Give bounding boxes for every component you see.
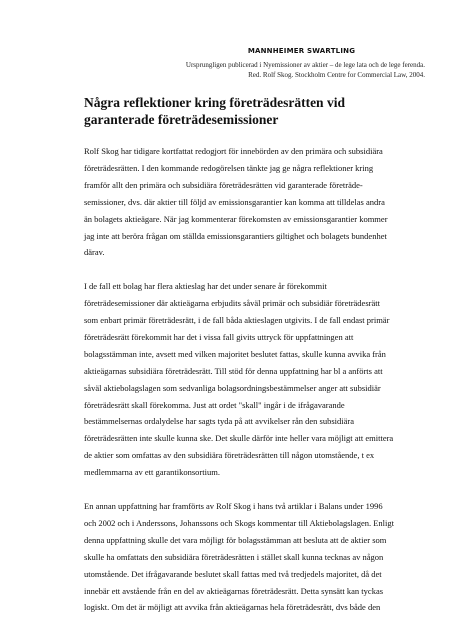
text-line: aktieägarnas subsidiära företrädesrätt. Till stöd för denna uppfattning har bl a anförts att: [84, 365, 383, 376]
text-line: som enbart primär företrädesrätt, i de fall båda aktieslagen utgivits. I de fall endast primär: [84, 315, 390, 326]
text-line: framför allt den primära och subsidiära företrädesrätten vid garanterade företräde-: [84, 179, 363, 190]
text-line: denna uppfattning skulle det vara möjligt för bolagsstämman att besluta att de aktier som: [84, 534, 387, 545]
text-line: semissioner, dvs. där aktier till följd av emissionsgarantier kan komma att tilldelas andra: [84, 196, 385, 207]
publication-note: [125, 60, 425, 80]
text-line: företrädesrätten inte skulle kunna ske. Det skulle därför inte heller vara möjligt att emittera: [84, 433, 394, 444]
text-line: innebär ett avstående från en del av aktieägarnas företrädesrätt. Detta synsätt kan tyckas: [84, 585, 384, 596]
text-line: företrädesrätt förekommit har det i vissa fall givits uttryck för uppfattningen att: [84, 331, 354, 342]
text-line: bestämmelsernas ordalydelse har sagts tyda på att avvikelser rån den subsidiära: [84, 416, 355, 427]
publication-note-line: Red. Rolf Skog. Stockholm Centre for Commercial Law, 2004.: [248, 71, 425, 79]
text-line: bolagsstämman inte, avsett med vilken majoritet beslutet fattas, skulle kunna avvika från: [84, 348, 386, 359]
publication-note-line: Ursprungligen publicerad i Nyemissioner av aktier – de lege lata och de lege ferenda.: [185, 61, 425, 69]
text-line: företrädesemissioner där aktieägarna erbjudits såväl primär och subsidiär företrädesrätt: [84, 298, 380, 309]
text-line: företrädesrätten. I den kommande redogörelsen tänkte jag ge några reflektioner kring: [84, 162, 374, 173]
text-line: En annan uppfattning har framförts av Rolf Skog i hans två artiklar i Balans under 1996: [84, 501, 383, 511]
text-line: Rolf Skog har tidigare kortfattat redogjort för innebörden av den primära och subsidiära: [84, 146, 383, 156]
text-line: skulle ha omfattats den subsidiära företrädesrätten i stället skall kunna tecknas av någon: [84, 551, 384, 562]
document-body: [84, 143, 429, 633]
text-line: I de fall ett bolag har flera aktieslag har det under senare år förekommit: [84, 281, 327, 292]
firm-name: MANNHEIMER SWARTLING: [247, 47, 356, 55]
text-line: såväl aktiebolagslagen som sedvanliga bolagsordningsbestämmelser anger att subsidiär: [84, 382, 381, 393]
text-line: och 2002 och i Anderssons, Johanssons och Skogs kommentar till Aktiebolagslagen. Enligt: [84, 517, 394, 528]
text-line: de aktier som omfattas av den subsidiära företrädesrätten till någon utomstående, t ex: [84, 450, 375, 461]
text-line: utomstående. Det ifrågavarande beslutet skall fattas med två tredjedels majoritet, då det: [84, 568, 382, 579]
text-line: logiskt. Om det är möjligt att avvika från aktieägarnas hela företrädesrätt, dvs både den: [84, 602, 381, 613]
title-line: garanterade företrädesemissioner: [84, 112, 279, 127]
title-line: Några reflektioner kring företrädesrätten vid: [84, 95, 345, 110]
paragraph: [84, 278, 429, 481]
text-line: än bolagets aktieägare. När jag kommenterar förekomsten av emissionsgarantier kommer: [84, 213, 388, 224]
text-line: företrädesrätt skall förekomma. Just att ordet "skall" ingår i de ifrågavarande: [84, 399, 345, 410]
text-line: därav.: [84, 247, 105, 258]
text-line: jag inte att beröra frågan om ställda emissionsgarantiers giltighet och bolagets bundenhet: [84, 230, 387, 241]
paragraph: [84, 143, 429, 261]
document-title: [84, 94, 424, 128]
paragraph: [84, 498, 429, 616]
text-line: medlemmarna av ett garantikonsortium.: [84, 467, 220, 478]
